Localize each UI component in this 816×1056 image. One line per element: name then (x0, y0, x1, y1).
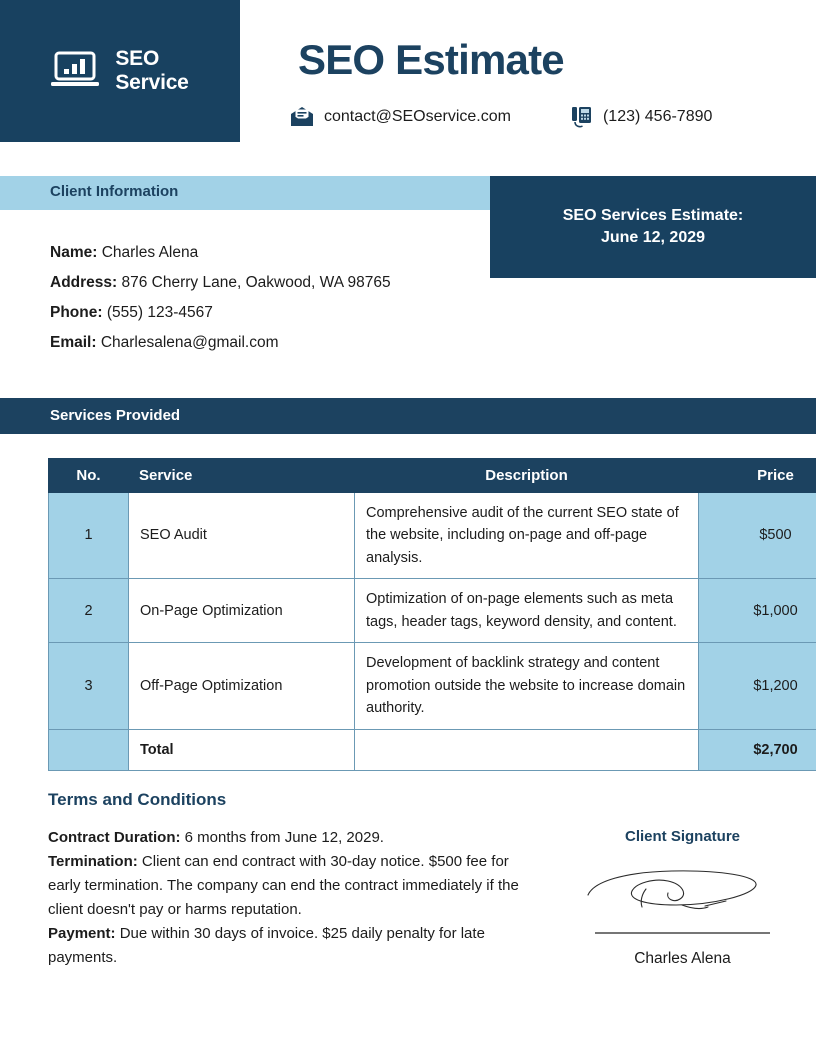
cell-description: Development of backlink strategy and content promotion outside the website to increase domain authority. (355, 643, 699, 729)
total-label: Total (129, 729, 355, 770)
client-information-band (0, 176, 490, 210)
client-field-phone-label: Phone: (50, 304, 103, 321)
estimate-box-line-2: June 12, 2029 (600, 229, 706, 246)
client-field-address-label: Address: (50, 274, 118, 291)
signature-block (580, 828, 785, 968)
document-header (0, 0, 816, 176)
brand-logo (51, 47, 188, 94)
term-text-payment: Due within 30 days of invoice. $25 daily penalty for late payments. (48, 925, 485, 966)
client-field-address-value: 876 Cherry Lane, Oakwood, WA 98765 (121, 274, 391, 291)
column-header-no: No. (49, 459, 129, 493)
brand-wordmark (115, 47, 188, 94)
cell-description: Comprehensive audit of the current SEO state of the website, including on-page and off-page analysis. (355, 493, 699, 579)
estimate-date-box (490, 176, 816, 278)
contact-row (290, 105, 712, 129)
client-field-name-value: Charles Alena (101, 244, 199, 261)
contact-email[interactable] (290, 107, 511, 127)
client-fields (50, 238, 480, 358)
total-cell-description (355, 729, 699, 770)
cell-price: $500 (699, 493, 816, 579)
table-row (49, 493, 816, 579)
estimate-box-line-1: SEO Services Estimate: (562, 207, 744, 224)
client-field-email-label: Email: (50, 334, 97, 351)
services-table-head (49, 459, 816, 493)
client-field-name (50, 238, 480, 268)
cell-price: $1,200 (699, 643, 816, 729)
contact-email-text: contact@SEOservice.com (324, 108, 511, 125)
cell-service: Off-Page Optimization (129, 643, 355, 729)
services-provided-label: Services Provided (50, 407, 181, 424)
total-cell-no (49, 729, 129, 770)
cell-description: Optimization of on-page elements such as meta tags, header tags, keyword density, and content. (355, 579, 699, 643)
contact-phone[interactable] (571, 105, 712, 129)
term-label-termination: Termination: (48, 853, 138, 870)
cell-service: SEO Audit (129, 493, 355, 579)
cell-service: On-Page Optimization (129, 579, 355, 643)
client-information-label: Client Information (50, 183, 179, 200)
envelope-message-icon (290, 107, 314, 127)
terms-title: Terms and Conditions (48, 790, 227, 809)
terms-and-conditions (48, 790, 528, 970)
terms-body (48, 826, 528, 970)
signature-name: Charles Alena (634, 950, 731, 967)
signature-line (595, 932, 770, 934)
client-field-address (50, 268, 480, 298)
services-table-body (49, 493, 816, 771)
cell-price: $1,000 (699, 579, 816, 643)
client-field-phone-value: (555) 123-4567 (106, 304, 213, 321)
table-row (49, 579, 816, 643)
desk-phone-icon (571, 105, 593, 129)
cell-no: 1 (49, 493, 129, 579)
total-amount: $2,700 (699, 729, 816, 770)
term-text-termination: Client can end contract with 30-day notice. $500 fee for early termination. The company can end the contract immediately if the client doesn't pay or harms reputation. (48, 853, 519, 918)
brand-line-2: Service (115, 71, 189, 94)
cell-no: 2 (49, 579, 129, 643)
term-label-payment: Payment: (48, 925, 116, 942)
contact-phone-text: (123) 456-7890 (602, 108, 713, 125)
laptop-bar-chart-icon (51, 51, 103, 91)
column-header-description: Description (355, 459, 699, 493)
cell-no: 3 (49, 643, 129, 729)
client-field-phone (50, 298, 480, 328)
brand-line-1: SEO (115, 47, 160, 71)
column-header-service: Service (129, 459, 355, 493)
signature-title: Client Signature (624, 828, 740, 845)
client-field-email-value: Charlesalena@gmail.com (100, 334, 279, 351)
client-field-name-label: Name: (50, 244, 98, 261)
table-total-row (49, 729, 816, 770)
column-header-price: Price (699, 459, 816, 493)
term-label-contract-duration: Contract Duration: (48, 829, 181, 846)
signature-scrawl (580, 861, 785, 921)
table-row (49, 643, 816, 729)
table-header-row (49, 459, 816, 493)
brand-logo-block (0, 0, 240, 142)
page-title: SEO Estimate (298, 36, 564, 83)
services-table (48, 458, 816, 771)
services-provided-banner (0, 398, 816, 434)
header-right (240, 0, 816, 160)
term-text-contract-duration: 6 months from June 12, 2029. (180, 829, 384, 846)
client-field-email (50, 328, 480, 358)
services-table-wrap (48, 458, 798, 771)
